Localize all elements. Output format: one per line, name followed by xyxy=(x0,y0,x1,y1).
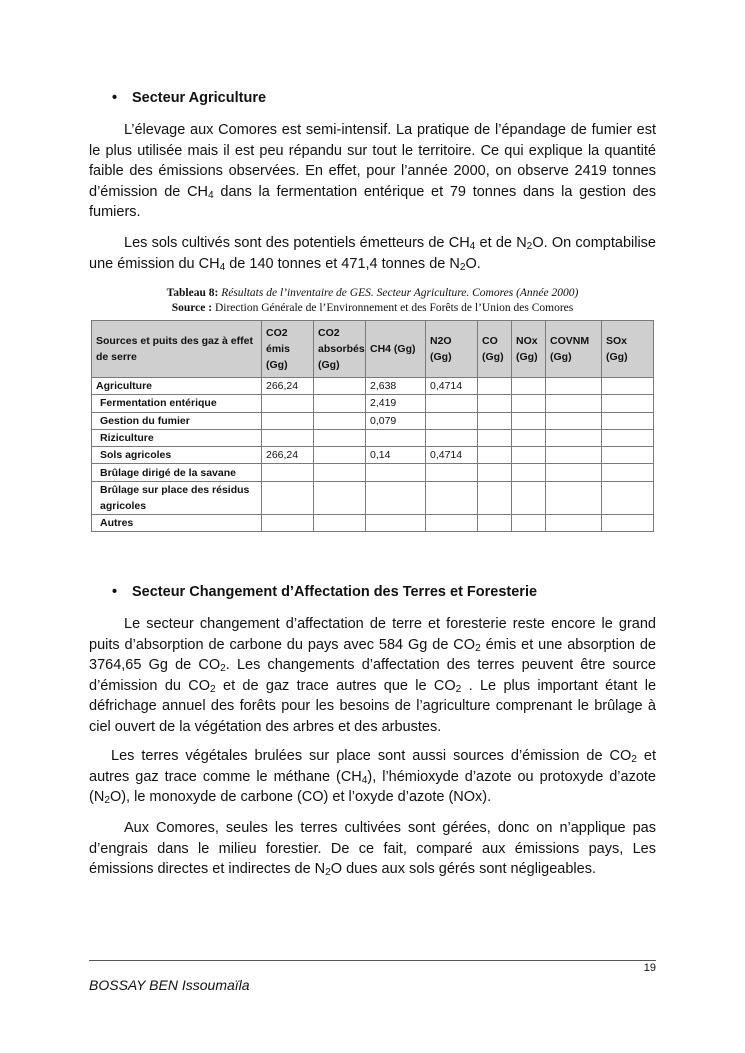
table-cell xyxy=(426,412,478,429)
catf-paragraph-2: Les terres végétales brulées sur place sont aussi sources d’émission de $CO_2$ et autres gaz trace comme le méthane $(CH_4)$, l’hémioxyde d’azote ou protoxyde d’azote $(N_2O)$, le monoxyde de carbone (CO) et l’oxyde d’azote (NOx). xyxy=(89,748,656,807)
row-label: Brûlage dirigé de la savane xyxy=(92,464,262,481)
col-header-co2-absorbes: CO2 absorbés (Gg) xyxy=(314,321,366,378)
table-cell xyxy=(426,429,478,446)
table-cell xyxy=(314,447,366,464)
table-caption: Tableau 8: Résultats de l’inventaire de GES. Secteur Agriculture. Comores (Année 2000) xyxy=(166,287,579,299)
catf-paragraph-1: Le secteur changement d’affectation de terre et foresterie reste encore le grand puits d’absorption de carbone du pays avec 584 Gg de $CO_2$ émis et une absorption de 3764,65 Gg de $CO_2$. Les changements d’affectation des terres peuvent être source d’émission du $CO_2$ et de gaz trace autres que le $CO_2$ . Le plus important étant le défrichage annuel des forêts pour les besoins de l’agriculture comprenant le brûlage à ciel ouvert de la végétation des arbres et des arbustes. xyxy=(89,616,657,735)
table-cell: 2,419 xyxy=(366,395,426,412)
table-cell xyxy=(314,514,366,531)
row-label: Riziculture xyxy=(92,429,262,446)
table-row xyxy=(92,447,654,464)
table-cell xyxy=(512,395,546,412)
table-cell xyxy=(426,481,478,514)
footer-divider xyxy=(89,960,656,961)
bullet-icon: • xyxy=(112,90,118,106)
table-cell xyxy=(546,464,602,481)
row-label: Gestion du fumier xyxy=(92,412,262,429)
table-cell xyxy=(262,514,314,531)
row-label: Autres xyxy=(92,514,262,531)
row-label: Agriculture xyxy=(92,378,262,395)
table-body xyxy=(92,378,654,532)
table-cell: 266,24 xyxy=(262,447,314,464)
table-cell xyxy=(546,429,602,446)
col-header-sox: SOx (Gg) xyxy=(602,321,654,378)
row-label: Sols agricoles xyxy=(92,447,262,464)
table-cell xyxy=(314,395,366,412)
ges-results-table xyxy=(91,320,654,532)
table-cell xyxy=(602,481,654,514)
table-row xyxy=(92,412,654,429)
table-cell xyxy=(478,412,512,429)
table-cell xyxy=(512,378,546,395)
table-row xyxy=(92,514,654,531)
table-cell xyxy=(426,395,478,412)
table-cell xyxy=(512,464,546,481)
table-cell xyxy=(262,481,314,514)
table-cell xyxy=(262,412,314,429)
table-cell xyxy=(314,481,366,514)
table-cell xyxy=(512,412,546,429)
table-cell xyxy=(602,412,654,429)
table-row xyxy=(92,464,654,481)
table-cell xyxy=(546,481,602,514)
table-cell xyxy=(602,514,654,531)
col-header-nox: NOx (Gg) xyxy=(512,321,546,378)
table-cell xyxy=(478,514,512,531)
table-cell xyxy=(602,378,654,395)
table-source: Source : Direction Générale de l’Environnement et des Forêts de l’Union des Comores xyxy=(171,302,574,314)
col-header-ch4: CH4 (Gg) xyxy=(366,321,426,378)
table-cell xyxy=(314,464,366,481)
table-cell: 2,638 xyxy=(366,378,426,395)
table-cell xyxy=(512,447,546,464)
table-cell xyxy=(546,395,602,412)
table-cell xyxy=(314,378,366,395)
table-cell xyxy=(314,429,366,446)
table-cell xyxy=(512,429,546,446)
table-cell: 0,4714 xyxy=(426,447,478,464)
table-cell: 266,24 xyxy=(262,378,314,395)
table-cell xyxy=(426,514,478,531)
table-cell xyxy=(478,464,512,481)
table-cell xyxy=(262,429,314,446)
table-cell xyxy=(478,378,512,395)
table-cell xyxy=(314,412,366,429)
table-cell xyxy=(546,412,602,429)
section-agriculture-heading: • Secteur Agriculture xyxy=(112,90,267,106)
table-row xyxy=(92,429,654,446)
author-name: BOSSAY BEN Issoumaïla xyxy=(89,977,250,993)
row-label: Brûlage sur place des résidus agricoles xyxy=(92,481,262,514)
table-cell xyxy=(546,514,602,531)
table-cell xyxy=(478,429,512,446)
table-cell xyxy=(602,447,654,464)
col-header-sources: Sources et puits des gaz à effet de serre xyxy=(92,321,262,378)
col-header-covnm: COVNM (Gg) xyxy=(546,321,602,378)
table-cell xyxy=(366,514,426,531)
agriculture-paragraph-2: Les sols cultivés sont des potentiels émetteurs de $CH_4$ et de $N_2O$. On comptabilise une émission du $CH_4$ de 140 tonnes et 471,4 tonnes de $N_2O$. xyxy=(89,235,656,273)
col-header-co: CO (Gg) xyxy=(478,321,512,378)
table-cell: 0,14 xyxy=(366,447,426,464)
table-cell xyxy=(366,429,426,446)
col-header-n2o: N2O (Gg) xyxy=(426,321,478,378)
table-cell xyxy=(512,514,546,531)
agriculture-paragraph-1: L’élevage aux Comores est semi-intensif. La pratique de l’épandage de fumier est le plus utilisée mais il est peu répandu sur tout le territoire. Ce qui explique la quantité faible des émissions observées. En effet, pour l’année 2000, on observe 2419 tonnes d’émission de $CH_4$ dans la fermentation entérique et 79 tonnes dans la gestion des fumiers. xyxy=(89,122,656,221)
table-header-row xyxy=(92,321,654,378)
bullet-icon: • xyxy=(112,584,118,600)
table-cell xyxy=(366,481,426,514)
table-cell xyxy=(602,429,654,446)
table-row xyxy=(92,395,654,412)
table-cell xyxy=(262,464,314,481)
table-cell xyxy=(602,464,654,481)
table-cell xyxy=(512,481,546,514)
table-cell xyxy=(478,447,512,464)
table-cell xyxy=(546,447,602,464)
table-cell xyxy=(602,395,654,412)
table-cell: 0,4714 xyxy=(426,378,478,395)
table-row xyxy=(92,481,654,514)
row-label: Fermentation entérique xyxy=(92,395,262,412)
table-cell xyxy=(478,395,512,412)
table-cell xyxy=(426,464,478,481)
page-number: 19 xyxy=(643,962,656,974)
table-cell: 0,079 xyxy=(366,412,426,429)
col-header-co2-emis: CO2 émis (Gg) xyxy=(262,321,314,378)
section-catf-heading: • Secteur Changement d’Affectation des Terres et Foresterie xyxy=(112,584,538,600)
table-cell xyxy=(366,464,426,481)
table-row xyxy=(92,378,654,395)
table-cell xyxy=(262,395,314,412)
table-cell xyxy=(478,481,512,514)
catf-paragraph-3: Aux Comores, seules les terres cultivées sont gérées, donc on n’applique pas d’engrais dans le milieu forestier. De ce fait, comparé aux émissions pays, Les émissions directes et indirectes de $N_2O$ dues aux sols gérés sont négligeables. xyxy=(89,820,656,879)
table-cell xyxy=(546,378,602,395)
